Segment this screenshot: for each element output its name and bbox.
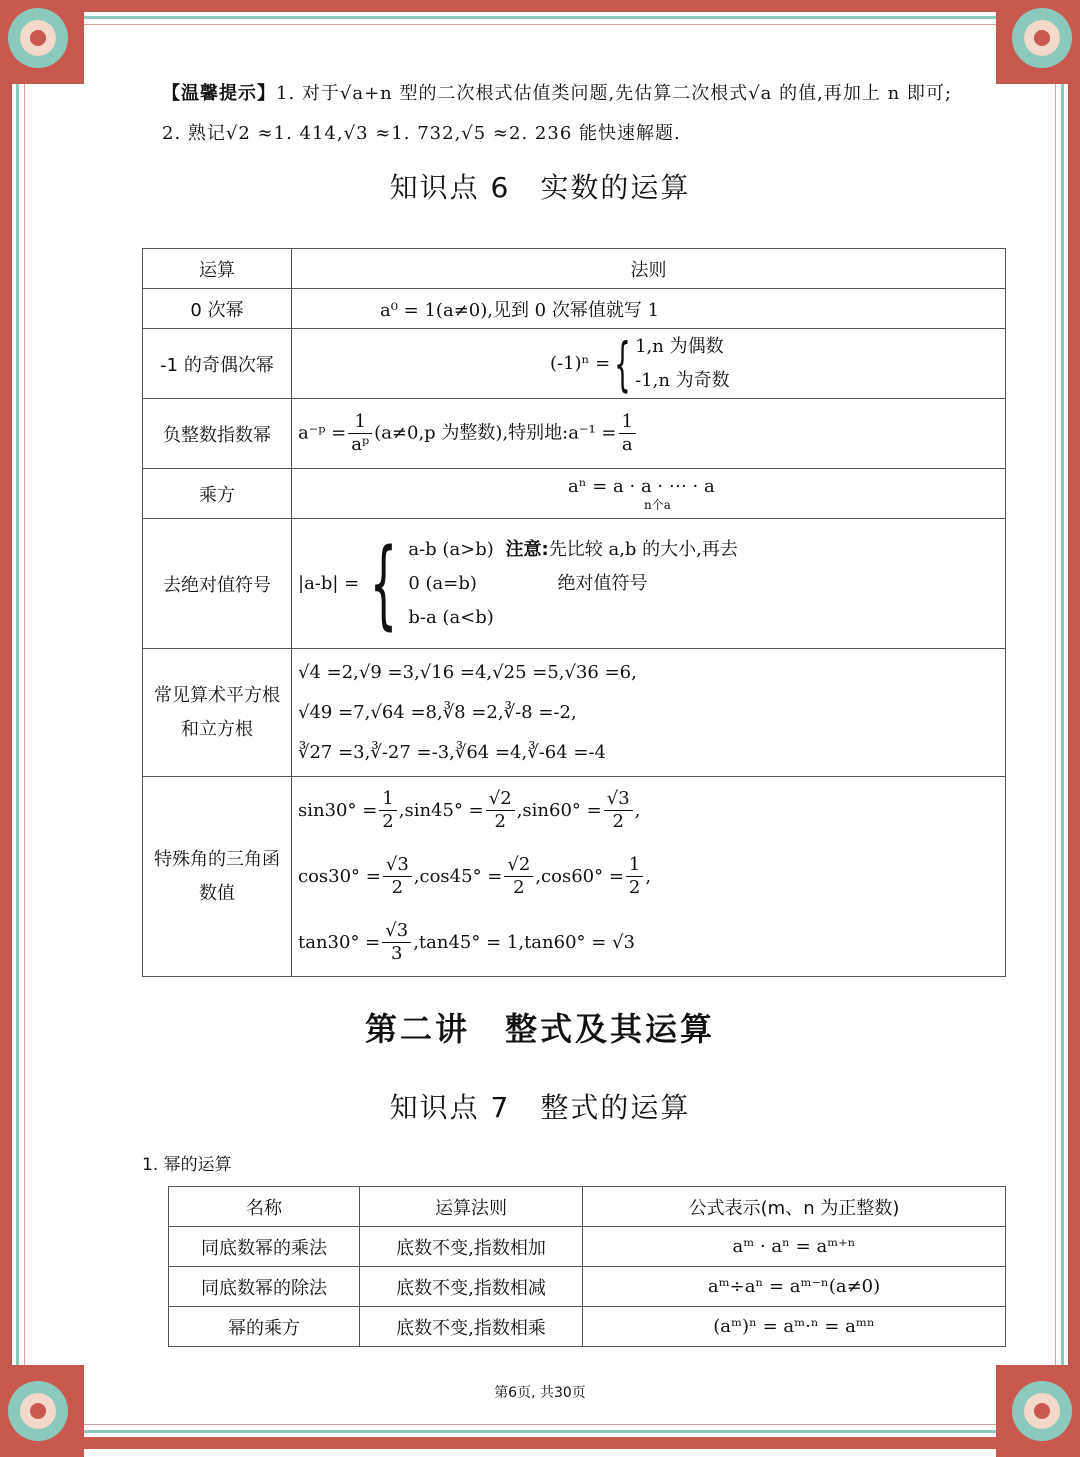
fraction: $\frac{1}{a}$ (619, 411, 636, 456)
table-row (143, 399, 1006, 469)
corner-ornament-icon (996, 0, 1080, 84)
row-label: 去绝对值符号 (143, 519, 292, 649)
rule-lhs: (-1)ⁿ = (550, 353, 611, 374)
table-cell-rule: 底数不变,指数相减 (360, 1267, 583, 1307)
row-rule (292, 399, 1006, 469)
row-label: 负整数指数幂 (143, 399, 292, 469)
case-eq: 0 (a=b) (408, 572, 477, 594)
power-expression: aⁿ = a · a · ⋯ · a (568, 475, 715, 497)
table-cell-formula: (aᵐ)ⁿ = aᵐ·ⁿ = aᵐⁿ (583, 1307, 1006, 1347)
case-even: 1,n 为偶数 (635, 335, 724, 357)
table-header-cell: 法则 (292, 249, 1006, 289)
case-odd: -1,n 为奇数 (635, 369, 730, 391)
table-header-cell: 名称 (169, 1187, 360, 1227)
row-label: -1 的奇偶次幂 (143, 329, 292, 399)
table-header-row (143, 249, 1006, 289)
table-row (143, 469, 1006, 519)
corner-ornament-icon (0, 0, 84, 84)
case-lt: b-a (a<b) (408, 606, 494, 628)
table-cell-rule: 底数不变,指数相加 (360, 1227, 583, 1267)
table-cell-formula: aᵐ · aⁿ = aᵐ⁺ⁿ (583, 1227, 1006, 1267)
abs-lhs: |a-b| = (298, 573, 360, 594)
table-row (143, 649, 1006, 777)
root-line: √4 =2,√9 =3,√16 =4,√25 =5,√36 =6, (298, 661, 637, 683)
section-title-kp7: 知识点 7 整式的运算 (389, 1091, 691, 1124)
row-rule (292, 649, 1006, 777)
left-brace-icon: { (370, 527, 398, 640)
root-line: ∛27 =3,∛-27 =-3,∛64 =4,∛-64 =-4 (298, 741, 607, 763)
table-row (169, 1267, 1006, 1307)
row-label: 特殊角的三角函数值 (143, 777, 292, 977)
fraction: $\frac{1}{\text{aᵖ}}$ (348, 411, 372, 456)
table-row (143, 519, 1006, 649)
tip-label: 【温馨提示】 (162, 83, 276, 104)
power-operations-table (168, 1186, 1006, 1347)
tan-line: tan30° = $\frac{√3}{3}$ ,tan45° = 1,tan60° = √3 (298, 920, 635, 964)
section-title-kp6: 知识点 6 实数的运算 (389, 171, 691, 204)
note-text: 先比较 a,b 的大小,再去 (548, 538, 738, 560)
table-cell-rule: 底数不变,指数相乘 (360, 1307, 583, 1347)
sin-line: sin30° = $\frac{1}{2}$ ,sin45° = $\frac{√2}{2}$ ,sin60° = $\frac{√3}{2}$ , (298, 788, 641, 832)
table-row (143, 777, 1006, 977)
underbrace-label: n个a (644, 497, 671, 512)
root-line: √49 =7,√64 =8,∛8 =2,∛-8 =-2, (298, 701, 577, 723)
row-label: 乘方 (143, 469, 292, 519)
row-rule (292, 777, 1006, 977)
page-number: 第6页, 共30页 (494, 1385, 586, 1401)
row-rule (292, 519, 1006, 649)
tip-line-2: 2. 熟记√2 ≈1. 414,√3 ≈1. 732,√5 ≈2. 236 能快速解题. (162, 123, 681, 144)
row-rule (292, 469, 1006, 519)
left-brace-icon: { (614, 329, 631, 398)
row-label: 0 次幂 (143, 289, 292, 329)
table-row (143, 329, 1006, 399)
rule-part: a⁻¹ = (568, 422, 617, 444)
corner-ornament-icon (0, 1365, 84, 1457)
table-cell-name: 幂的乘方 (169, 1307, 360, 1347)
row-label: 常见算术平方根和立方根 (143, 649, 292, 777)
note-text-2: 绝对值符号 (557, 572, 648, 594)
real-number-operations-table (142, 248, 1006, 977)
table-header-cell: 运算法则 (360, 1187, 583, 1227)
note-label: 注意: (505, 538, 549, 560)
subsection-title: 1. 幂的运算 (142, 1155, 232, 1175)
table-row (143, 289, 1006, 329)
row-rule: a⁰ = 1(a≠0),见到 0 次幂值就写 1 (292, 289, 1006, 329)
table-header-cell: 公式表示(m、n 为正整数) (583, 1187, 1006, 1227)
table-row (169, 1307, 1006, 1347)
rule-part: (a≠0,p 为整数),特别地: (374, 422, 569, 444)
rule-part: a⁻ᵖ = (298, 422, 347, 444)
cos-line: cos30° = $\frac{√3}{2}$ ,cos45° = $\frac{√2}{2}$ ,cos60° = $\frac{1}{2}$ , (298, 854, 652, 898)
table-cell-name: 同底数幂的除法 (169, 1267, 360, 1307)
tip-box (162, 74, 1022, 154)
table-cell-name: 同底数幂的乘法 (169, 1227, 360, 1267)
lecture-title: 第二讲 整式及其运算 (364, 1010, 715, 1048)
case-gt: a-b (a>b) (408, 538, 494, 560)
table-cell-formula: aᵐ÷aⁿ = aᵐ⁻ⁿ(a≠0) (583, 1267, 1006, 1307)
table-row (169, 1227, 1006, 1267)
table-header-cell: 运算 (143, 249, 292, 289)
row-rule (292, 329, 1006, 399)
table-header-row (169, 1187, 1006, 1227)
corner-ornament-icon (996, 1365, 1080, 1457)
tip-line-1: 1. 对于√a+n 型的二次根式估值类问题,先估算二次根式√a 的值,再加上 n 即可; (276, 83, 952, 104)
